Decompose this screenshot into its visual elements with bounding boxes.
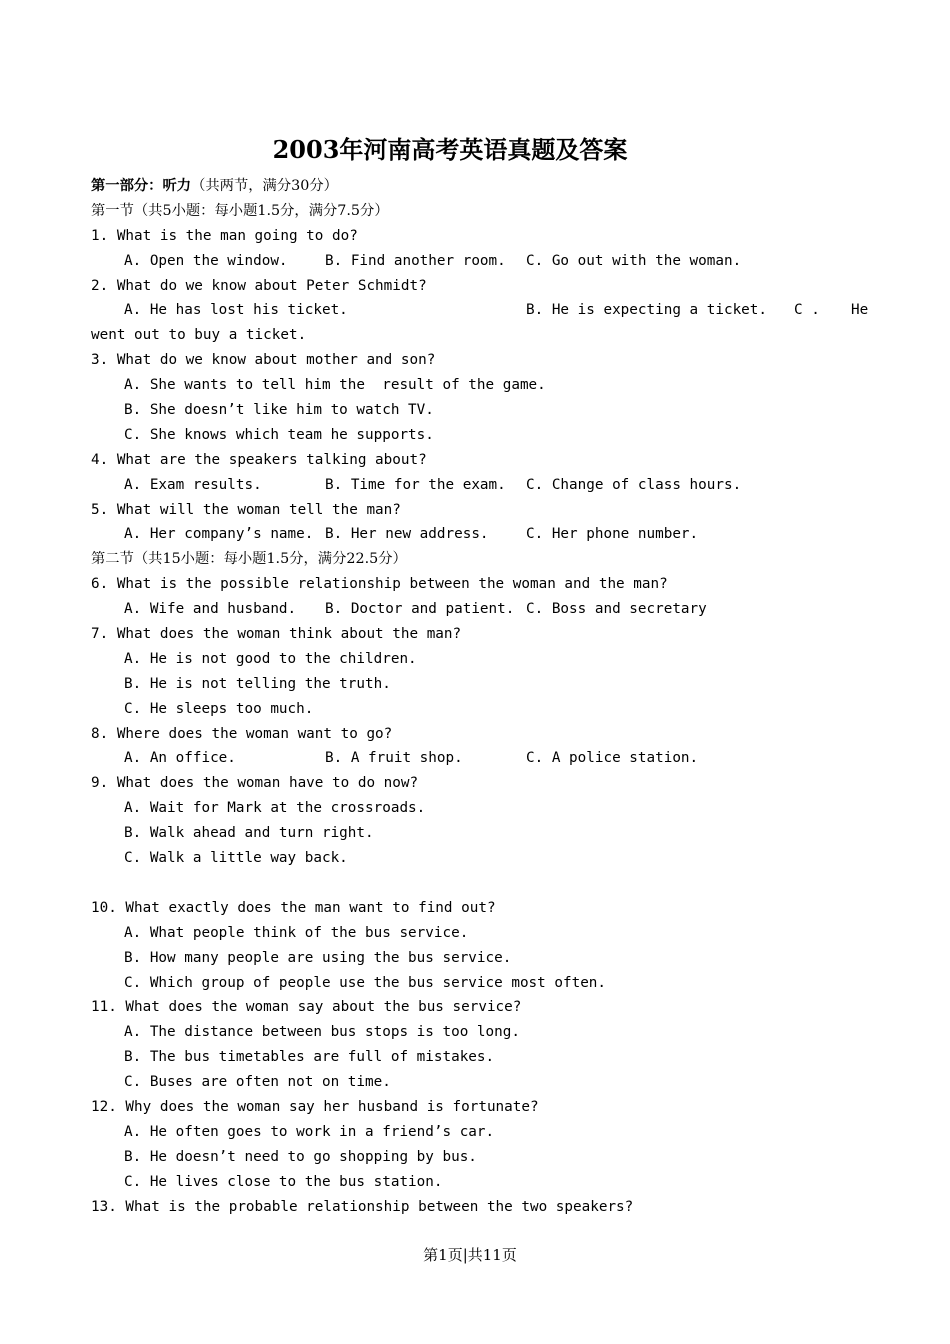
option-b: B. Time for the exam. (325, 476, 506, 493)
option-b: B. The bus timetables are full of mistakes. (124, 1049, 495, 1066)
section1-heading: 第一节（共5小题：每小题1.5分，满分7.5分） (91, 202, 389, 219)
option-c: C. Go out with the woman. (526, 252, 742, 269)
option-b: B. Walk ahead and turn right. (124, 825, 374, 842)
question-stem: 11. What does the woman say about the bus service? (91, 999, 522, 1016)
option-c: C. She knows which team he supports. (124, 426, 434, 443)
option-a: A. Her company’s name. (124, 526, 314, 543)
option-c: C. Her phone number. (526, 526, 699, 543)
question-stem: 4. What are the speakers talking about? (91, 451, 427, 468)
option-a: A. He often goes to work in a friend’s car. (124, 1123, 495, 1140)
option-c: C. Walk a little way back. (124, 850, 348, 867)
document-body (91, 174, 871, 1219)
option-b: B. How many people are using the bus service. (124, 949, 512, 966)
question-stem: 12. Why does the woman say her husband is fortunate? (91, 1098, 539, 1115)
question-options-row (91, 597, 871, 622)
question-stem: 5. What will the woman tell the man? (91, 501, 401, 518)
option-c: C. Buses are often not on time. (124, 1074, 391, 1091)
option-c-label: C . (794, 302, 820, 319)
option-a: A. She wants to tell him the result of the game. (124, 377, 546, 394)
option-b: B. He is expecting a ticket. (526, 302, 768, 319)
option-a: A. An office. (124, 750, 236, 767)
question-stem: 8. Where does the woman want to go? (91, 725, 393, 742)
question-stem: 2. What do we know about Peter Schmidt? (91, 277, 427, 294)
option-b: B. She doesn’t like him to watch TV. (124, 402, 434, 419)
option-c-continuation: went out to buy a ticket. (91, 327, 307, 344)
option-c: C. Which group of people use the bus service most often. (124, 974, 607, 991)
question-stem: 10. What exactly does the man want to find out? (91, 899, 496, 916)
option-c: C. He sleeps too much. (124, 700, 314, 717)
part1-heading (91, 174, 871, 199)
part1-heading-rest: （共两节，满分30分） (191, 178, 338, 194)
question-stem: 13. What is the probable relationship between the two speakers? (91, 1198, 634, 1215)
option-a: A. Open the window. (124, 252, 288, 269)
option-a: A. Wife and husband. (124, 601, 297, 618)
page-number: 第1页|共11页 (423, 1246, 517, 1264)
question-options-row (91, 249, 871, 274)
option-a: A. He has lost his ticket. (124, 302, 348, 319)
option-c: C. Boss and secretary (526, 601, 707, 618)
option-a: A. What people think of the bus service. (124, 924, 469, 941)
question-stem: 6. What is the possible relationship between the woman and the man? (91, 576, 668, 593)
question-options-row (91, 473, 871, 498)
option-a: A. He is not good to the children. (124, 650, 417, 667)
option-a: A. The distance between bus stops is too long. (124, 1024, 520, 1041)
option-a: A. Wait for Mark at the crossroads. (124, 800, 426, 817)
option-b: B. Find another room. (325, 252, 506, 269)
blank-line (91, 871, 871, 896)
option-c: C. Change of class hours. (526, 476, 742, 493)
page-footer (0, 1244, 950, 1266)
option-b: B. Doctor and patient. (325, 601, 515, 618)
option-c: C. A police station. (526, 750, 699, 767)
option-b: B. Her new address. (325, 526, 489, 543)
section2-heading: 第二节（共15小题：每小题1.5分，满分22.5分） (91, 551, 407, 568)
option-c-start: He (851, 302, 869, 319)
document-title: 2003年河南高考英语真题及答案 (272, 135, 628, 164)
option-b: B. A fruit shop. (325, 750, 463, 767)
option-a: A. Exam results. (124, 476, 262, 493)
part1-heading-strong: 第一部分：听力 (91, 178, 192, 194)
option-b: B. He is not telling the truth. (124, 675, 391, 692)
question-stem: 9. What does the woman have to do now? (91, 775, 419, 792)
option-b: B. He doesn’t need to go shopping by bus. (124, 1148, 477, 1165)
question-options-row (91, 522, 871, 547)
question-stem: 7. What does the woman think about the man? (91, 626, 462, 643)
option-c: C. He lives close to the bus station. (124, 1173, 443, 1190)
question-stem: 3. What do we know about mother and son? (91, 352, 436, 369)
question-stem: 1. What is the man going to do? (91, 227, 358, 244)
question-options-row (91, 298, 871, 323)
question-options-row (91, 746, 871, 771)
